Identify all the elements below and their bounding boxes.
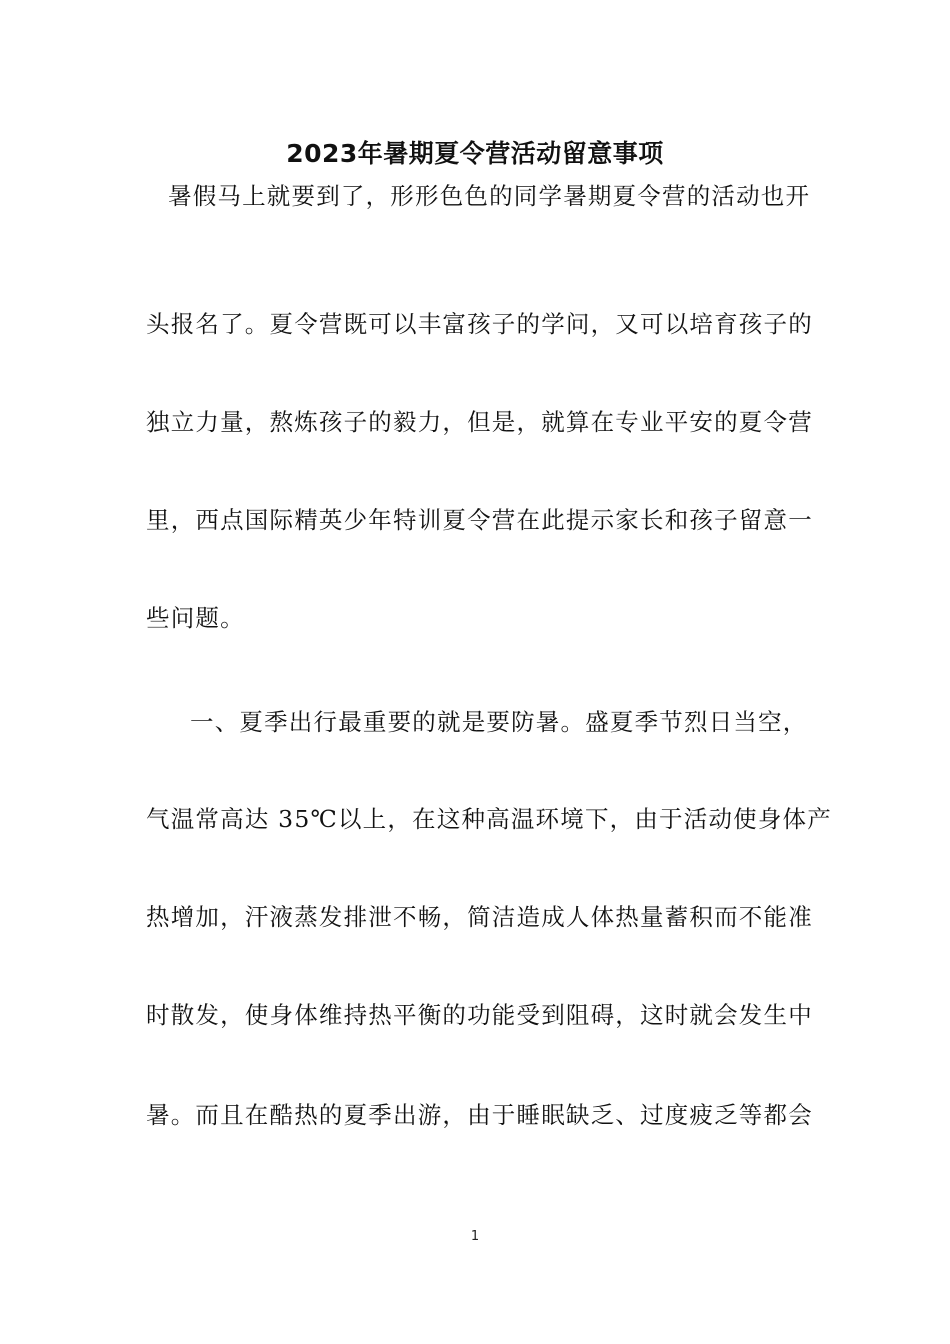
page-number: 1 — [470, 1229, 480, 1244]
paragraph-1-line-1: 暑假马上就要到了，形形色色的同学暑期夏令营的活动也开 — [168, 182, 811, 210]
paragraph-1-line-2: 头报名了。夏令营既可以丰富孩子的学问，又可以培育孩子的 — [146, 310, 813, 338]
paragraph-2-line-2: 气温常高达 35℃以上，在这种高温环境下，由于活动使身体产 — [146, 805, 832, 833]
paragraph-2-line-4: 时散发，使身体维持热平衡的功能受到阻碍，这时就会发生中 — [146, 1001, 813, 1029]
paragraph-2-line-3: 热增加，汗液蒸发排泄不畅，简洁造成人体热量蓄积而不能准 — [146, 903, 813, 931]
paragraph-2-line-1: 一、夏季出行最重要的就是要防暑。盛夏季节烈日当空， — [190, 708, 808, 736]
paragraph-1-line-3: 独立力量，熬炼孩子的毅力，但是，就算在专业平安的夏令营 — [146, 408, 813, 436]
paragraph-2-line-5: 暑。而且在酷热的夏季出游，由于睡眠缺乏、过度疲乏等都会 — [146, 1101, 813, 1129]
paragraph-1-line-5: 些问题。 — [146, 604, 245, 632]
document-title: 2023年暑期夏令营活动留意事项 — [286, 139, 664, 168]
paragraph-1-line-4: 里，西点国际精英少年特训夏令营在此提示家长和孩子留意一 — [146, 506, 813, 534]
